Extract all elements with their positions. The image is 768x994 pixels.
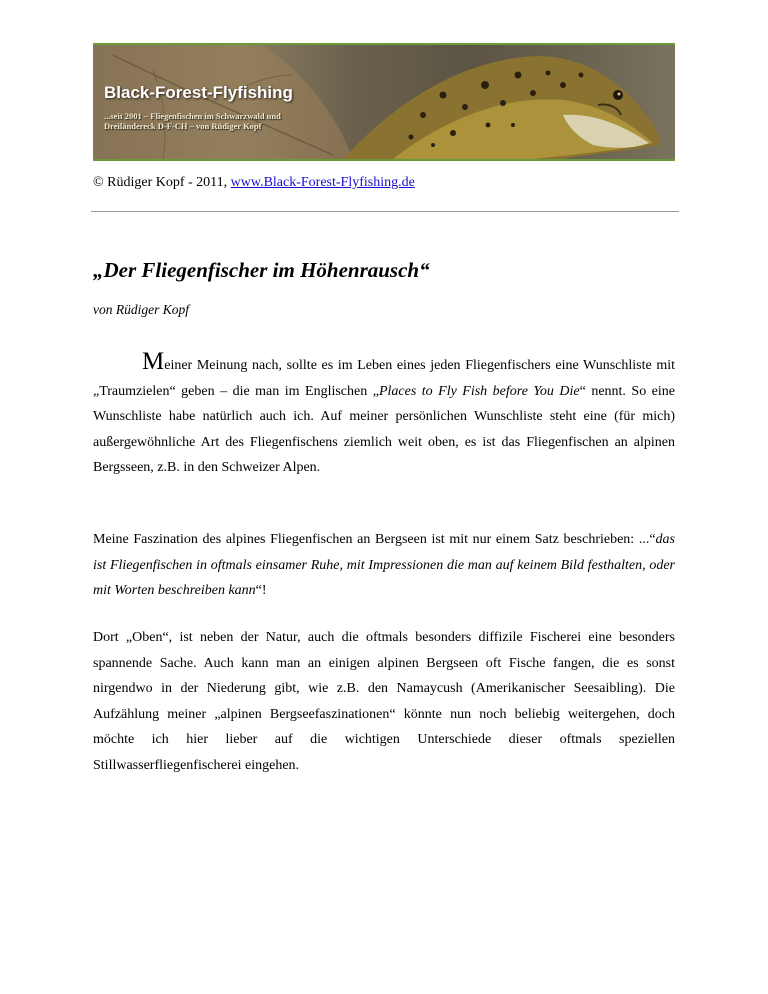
drop-cap: M	[142, 348, 165, 375]
article-byline: von Rüdiger Kopf	[93, 302, 189, 317]
horizontal-divider	[91, 211, 679, 212]
banner-subtitle	[104, 111, 364, 131]
article-title: „Der Fliegenfischer im Höhenrausch“	[93, 258, 430, 282]
copyright-text: © Rüdiger Kopf - 2011,	[93, 175, 231, 190]
paragraph-1-text-a: einer Meinung nach, sollte es im Leben eines jeden Fliegenfischers eine Wunschliste mit „Traumzielen“ geben – die man im Englischen „	[93, 358, 675, 399]
paragraph-1-emphasis: Places to Fly Fish before You Die	[378, 383, 580, 399]
banner-subtitle-line1: ...seit 2001 – Fliegenfischen im Schwarzwald und	[104, 111, 281, 121]
paragraph-2	[93, 527, 675, 604]
banner-subtitle-line2: Dreiländereck D-F-CH – von Rüdiger Kopf	[104, 121, 262, 131]
paragraph-1	[93, 349, 675, 481]
paragraph-2-text-b: “!	[255, 583, 267, 598]
website-link[interactable]: www.Black-Forest-Flyfishing.de	[230, 175, 415, 190]
paragraph-3: Dort „Oben“, ist neben der Natur, auch die oftmals besonders diffizile Fischerei eine besonders spannende Sache. Auch kann man an einigen alpinen Bergseen oft Fische fangen, die es sonst nirgendwo in der Niederung gibt, wie z.B. den Namaycush (Amerikanischer Seesaibling). Die Aufzählung meiner „alpinen Bergseefaszinationen“ könnte nun noch beliebig weitergehen, doch möchte ich hier lieber auf die wichtigen Unterschiede dieser oftmals speziellen Stillwasserfliegenfischerei eingehen.	[93, 630, 675, 773]
header-banner	[93, 43, 675, 161]
paragraph-1-text-b: “ nennt. So eine Wunschliste habe natürlich auch ich. Auf meiner persönlichen Wunschliste steht eine (für mich) außergewöhnliche Art des Fliegenfischens ziemlich weit oben, es ist das Fliegenfischen an alpinen Bergsseen, z.B. in den Schweizer Alpen.	[93, 383, 676, 475]
paragraph-2-text-a: Meine Faszination des alpines Fliegenfischen an Bergseen ist mit nur einem Satz beschrieben: ...“	[93, 532, 656, 547]
banner-title: Black-Forest-Flyfishing	[104, 83, 293, 102]
copyright-line	[93, 175, 415, 191]
paragraph-2-emphasis: das ist Fliegenfischen in oftmals einsamer Ruhe, mit Impressionen die man auf keinem Bild festhalten, oder mit Worten beschreiben kann	[93, 532, 675, 598]
